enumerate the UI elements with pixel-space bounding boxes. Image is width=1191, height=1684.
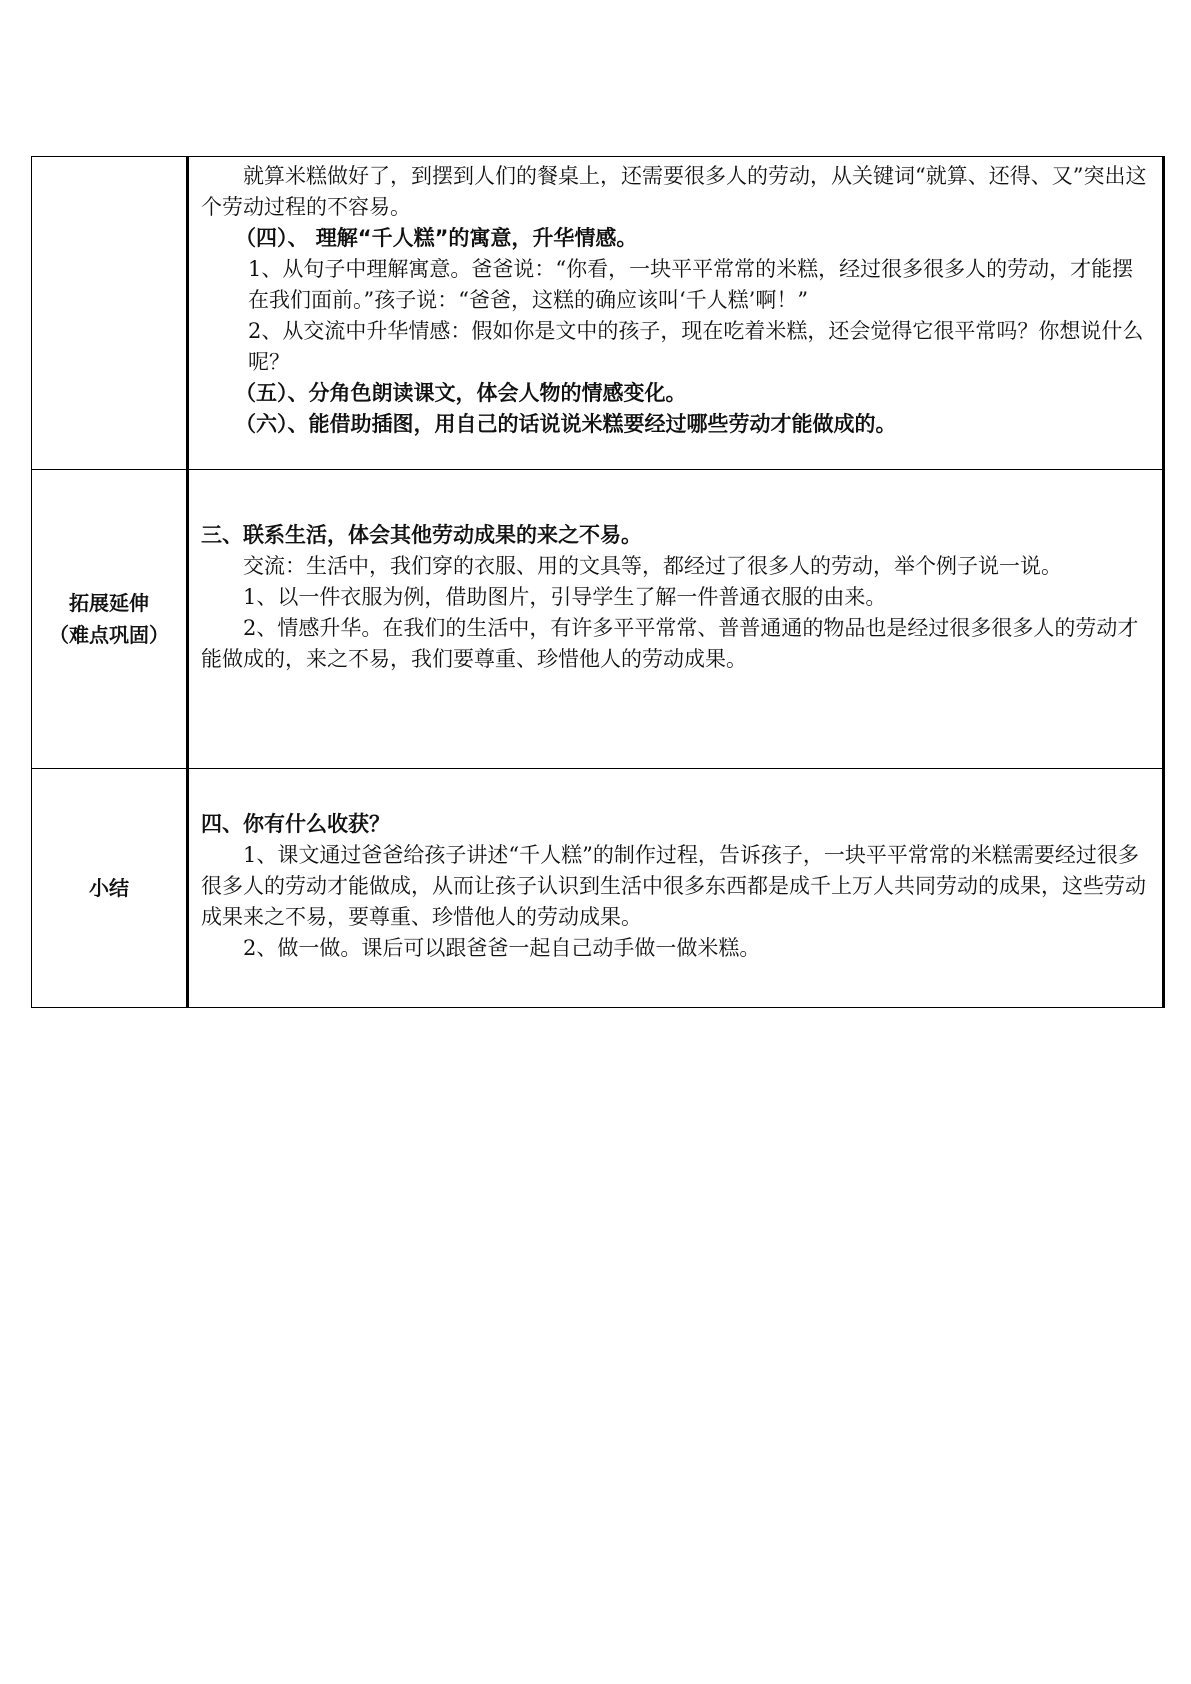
paragraph: 交流：生活中，我们穿的衣服、用的文具等，都经过了很多人的劳动，举个例子说一说。 xyxy=(243,554,1062,578)
paragraph: 2、做一做。课后可以跟爸爸一起自己动手做一做米糕。 xyxy=(243,936,761,960)
section-heading: 三、联系生活，体会其他劳动成果的来之不易。 xyxy=(201,523,642,547)
table-row xyxy=(32,157,1164,470)
row-label: 小结 xyxy=(89,876,129,900)
paragraph: 1、课文通过爸爸给孩子讲述“千人糕”的制作过程，告诉孩子，一块平平常常的米糕需要经过很多很多人的劳动才能做成，从而让孩子认识到生活中很多东西都是成千上万人共同劳动的成果，这些劳动成果来之不易，要尊重、珍惜他人的劳动成果。 xyxy=(201,843,1146,929)
row-label-cell xyxy=(32,470,188,769)
table-row xyxy=(32,470,1164,769)
section-heading: （四）、 理解“千人糕”的寓意，升华情感。 xyxy=(235,226,638,250)
row-content-cell xyxy=(188,157,1164,470)
row-label-cell xyxy=(32,769,188,1008)
section-heading: （六）、能借助插图，用自己的话说说米糕要经过哪些劳动才能做成的。 xyxy=(235,412,897,436)
paragraph: 1、以一件衣服为例，借助图片，引导学生了解一件普通衣服的由来。 xyxy=(243,585,887,609)
row-sublabel: （难点巩固） xyxy=(49,623,169,647)
row-content-cell xyxy=(188,769,1164,1008)
row-label: 拓展延伸 xyxy=(69,591,149,615)
table-row xyxy=(32,769,1164,1008)
paragraph: 1、从句子中理解寓意。爸爸说：“你看，一块平平常常的米糕，经过很多很多人的劳动，才能摆在我们面前。”孩子说：“爸爸，这糕的确应该叫‘千人糕’啊！” xyxy=(248,257,1134,312)
lesson-plan-table xyxy=(31,156,1165,1008)
section-heading: 四、你有什么收获？ xyxy=(201,812,390,836)
section-heading: （五）、分角色朗读课文，体会人物的情感变化。 xyxy=(235,381,687,405)
paragraph: 2、从交流中升华情感：假如你是文中的孩子，现在吃着米糕，还会觉得它很平常吗？你想说什么呢？ xyxy=(248,319,1144,374)
paragraph: 就算米糕做好了，到摆到人们的餐桌上，还需要很多人的劳动，从关键词“就算、还得、又”突出这个劳动过程的不容易。 xyxy=(201,164,1147,219)
row-content-cell xyxy=(188,470,1164,769)
paragraph: 2、情感升华。在我们的生活中，有许多平平常常、普普通通的物品也是经过很多很多人的劳动才能做成的，来之不易，我们要尊重、珍惜他人的劳动成果。 xyxy=(201,616,1139,671)
